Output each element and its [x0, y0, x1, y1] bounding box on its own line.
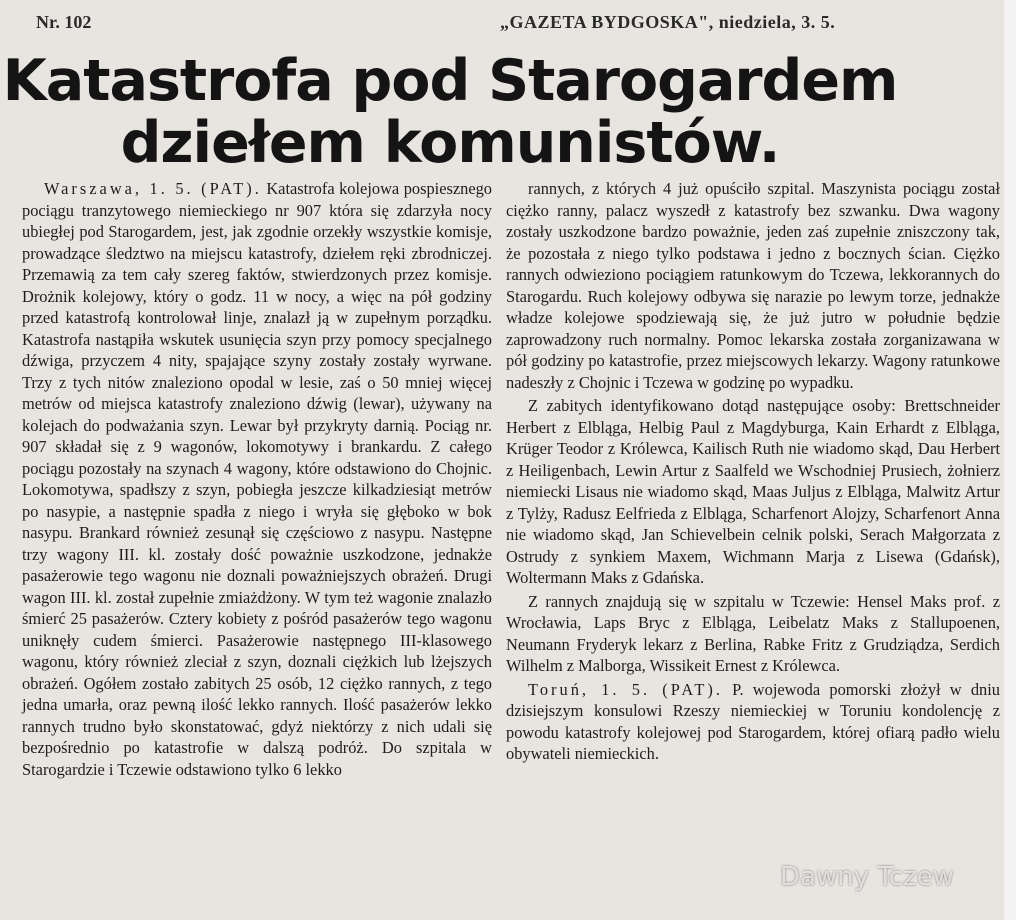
victims-paragraph: Z zabitych identyfikowano dotąd następujące osoby: Brettschneider Herbert z Elbląga, Helbig Paul z Magdyburga, Kain Erhardt z Elbląga, Krüger Teodor z Królewca, Kailisch Ruth nie wiadomo skąd, Dau Herbert z Heiligenbach, Lewin Artur z Saalfeld we Wschodniej Prusiech, żołnierz niemiecki Lisaus nie wiadomo skąd, Maas Juljus z Elbląga, Malwitz Artur z Tylży, Radusz Eelfrieda z Elbląga, Scharfenort Alojzy, Scharfenort Anna nie wiadomo skąd, Jan Schievelbein celnik polski, Serach Małgorzata z Ostrudy z synkiem Maxem, Wichmann Marja z Lisewa (Gdańsk), Woltermann Maks z Gdańska.: [506, 396, 1000, 587]
article-paragraph: [22, 178, 492, 780]
injured-paragraph: Z rannych znajdują się w szpitalu w Tczewie: Hensel Maks prof. z Wrocławia, Laps Bryc z Elbląga, Leibelatz Maks z Stallupoenen, Neumann Fryderyk lekarz z Berlina, Rabke Fritz z Grudziądza, Serdich Wilhelm z Malborga, Wissikeit Ernest z Królewca.: [506, 591, 1000, 675]
dateline: Warszawa, 1. 5. (PAT).: [44, 179, 262, 198]
paragraph-text: Katastrofa kolejowa pospiesznego pociągu tranzytowego niemieckiego nr 907 która się zdarzyła nocy ubiegłej pod Starogardem, jest, jak zgodnie orzekły wszystkie komisje, prowadzące śledztwo na miejscu katastrofy, dziełem ręki zbrodniczej. Przemawią za tem cały szereg faktów, stwierdzonych przez komisje. Drożnik kolejowy, który o godz. 11 w nocy, a więc na pół godziny przed katastrofą kontrolował linje, znalazł ją w zupełnym porządku. Katastrofa nastąpiła wskutek usunięcia szyn przy pomocy specjalnego dźwiga, przyczem 4 nity, spajające szyny zostały zostały wyrwane. Trzy z tych nitów znaleziono opodal w lesie, zaś o 50 mniej więcej metrów od miejsca katastrofy znaleziono dźwig (lewar), używany na kolejach do podważania szyn. Lewar był przykryty darnią. Pociąg nr. 907 składał się z 9 wagonów, lokomotywy i brankardu. Z całego pociągu pozostały na szynach 4 wagony, które odstawiono do Chojnic. Lokomotywa, spadłszy z szyn, pobiegła jeszcze kilkadziesiąt metrów po nasypie, a następnie spadła z niego i wryła się głęboko w bok nasypu. Brankard również zesunął się częściowo z nasypu. Następne trzy wagony III. kl. zostały dość poważnie uszkodzone, jednakże pasażerowie tego wagonu nie doznali poważniejszych obrażeń. Drugi wagon III. kl. został zupełnie zmiażdżony. W tym też wagonie znalazło śmierć 25 pasażerów. Cztery kobiety z pośród pasażerów tego wagonu uniknęły cudem śmierci. Pasażerowie następnego III-klasowego wagonu, który również zleciał z szyn, doznali ciężkich lub lżejszych obrażeń. Ogółem zostało zabitych 25 osób, 12 ciężko rannych, z tego jedna umarła, oraz pewną ilość lekko rannych. Ilość pasażerów lekko rannych trudno było skonstatować, gdyż niektórzy z nich udali się bezpośrednio po katastrofie w dalszą podróż. Do szpitala w Starogardzie i Tczewie odstawiono tylko 6 lekko: [22, 179, 492, 779]
dateline: Toruń, 1. 5. (PAT).: [528, 679, 723, 699]
watermark: Dawny Tczew: [780, 862, 955, 892]
article-column-right: [506, 178, 1000, 765]
paragraph-text: P. wojewoda pomorski złożył w dniu dzisiejszym konsulowi Rzeszy niemieckiej w Toruniu kondolencję z powodu katastrofy kolejowej pod Starogardem, której ofiarą padło wielu obywateli niemieckich.: [506, 679, 1000, 763]
page-edge: [1004, 0, 1016, 920]
page-header: [0, 12, 1016, 36]
headline-line-2: dziełem komunistów.: [120, 110, 780, 176]
issue-number: Nr. 102: [36, 12, 92, 32]
article-column-left: [22, 178, 492, 780]
article-paragraph: [506, 679, 1000, 765]
masthead: „GAZETA BYDGOSKA", niedziela, 3. 5.: [500, 12, 836, 32]
article-paragraph: rannych, z których 4 już opuściło szpital. Maszynista pociągu został ciężko ranny, palacz wyszedł z katastrofy bez szwanku. Dwa wagony zostały uszkodzone bardzo poważnie, jeden zaś zupełnie zniszczony tak, że pozostała z niego tylko podstawa i jedno z bocznych ścian. Ciężko rannych odwieziono pociągiem ratunkowym do Tczewa, lekkorannych do Starogardu. Ruch kolejowy odbywa się narazie po lewym torze, jednakże władze kolejowe spodziewają się, że już jutro w południe będzie zaprowadzony ruch normalny. Pomoc lekarska została zorganizawana w pół godziny po katastrofie, przez miejscowych lekarzy. Wagony ratunkowe nadeszły z Chojnic i Tczewa w godzinę po wypadku.: [506, 179, 1000, 392]
headline-line-1: Katastrofa pod Starogardem: [2, 48, 898, 114]
article-headline: [0, 50, 900, 174]
